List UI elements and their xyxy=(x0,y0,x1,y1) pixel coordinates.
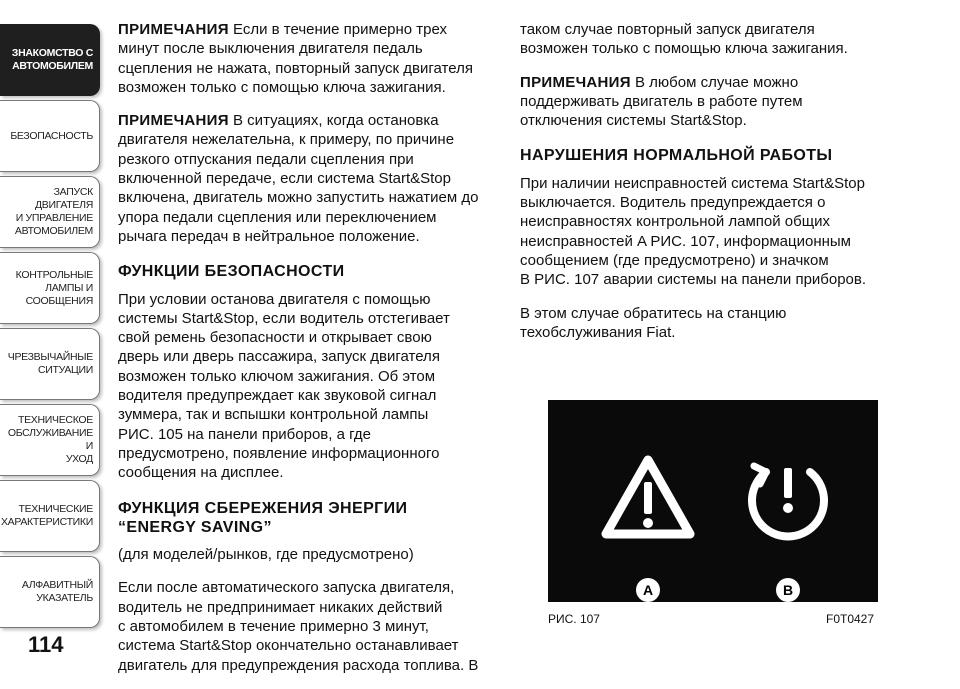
figure-107 xyxy=(548,400,878,602)
tab-label: АЛФАВИТНЫЙ УКАЗАТЕЛЬ xyxy=(21,579,93,604)
energy-paragraph: Если после автоматического запуска двигателя, водитель не предпринимает никаких действий с автомобилем в течение примерно 3 минут, система Start&Stop окончательно останавливает двигатель для предупреждения расхода топлива. В xyxy=(118,579,479,674)
note-text: В любом случае можно поддерживать двигатель в работе путем отключения системы Start&Stop. xyxy=(520,73,803,130)
warning-triangle-icon xyxy=(606,460,690,534)
start-stop-fault-icon xyxy=(752,466,824,536)
tab-label: КОНТРОЛЬНЫЕ ЛАМПЫ И СООБЩЕНИЯ xyxy=(15,268,93,307)
tab-specifications[interactable] xyxy=(0,480,100,552)
note-paragraph xyxy=(118,20,498,97)
section-heading-energy-saving: ФУНКЦИЯ СБЕРЕЖЕНИЯ ЭНЕРГИИ “ENERGY SAVING” xyxy=(118,499,408,536)
right-column xyxy=(520,20,900,356)
tab-introduction[interactable] xyxy=(0,24,100,96)
note-label: ПРИМЕЧАНИЯ xyxy=(118,112,229,130)
tab-label: ТЕХНИЧЕСКОЕ ОБСЛУЖИВАНИЕ И УХОД xyxy=(7,414,93,465)
service-paragraph: В этом случае обратитесь на станцию техобслуживания Fiat. xyxy=(520,304,787,341)
figure-code: F0T0427 xyxy=(826,612,875,626)
figure-icons xyxy=(548,400,878,602)
tab-label: ЗНАКОМСТВО С АВТОМОБИЛЕМ xyxy=(11,47,93,72)
energy-subtitle: (для моделей/рынков, где предусмотрено) xyxy=(118,546,414,564)
left-column xyxy=(118,20,498,689)
tab-warning-lights[interactable] xyxy=(0,252,100,324)
section-heading-faults: НАРУШЕНИЯ НОРМАЛЬНОЙ РАБОТЫ xyxy=(520,147,833,165)
tab-maintenance[interactable] xyxy=(0,404,100,476)
figure-label-a: A xyxy=(636,578,660,602)
tab-label: БЕЗОПАСНОСТЬ xyxy=(10,129,93,142)
figure-label-b: B xyxy=(776,578,800,602)
tab-label: ЗАПУСК ДВИГАТЕЛЯ И УПРАВЛЕНИЕ АВТОМОБИЛЕМ xyxy=(14,186,93,237)
note-label: ПРИМЕЧАНИЯ xyxy=(520,73,631,91)
tab-emergencies[interactable] xyxy=(0,328,100,400)
note-paragraph xyxy=(520,73,900,131)
note-text: Если в течение примерно трех минут после выключения двигателя педаль сцепления не нажата, повторный запуск двигателя возможен только с помощью ключа зажигания. xyxy=(118,21,473,96)
tab-index[interactable] xyxy=(0,556,100,628)
section-heading-safety: ФУНКЦИИ БЕЗОПАСНОСТИ xyxy=(118,263,345,281)
page-number: 114 xyxy=(28,632,64,657)
fault-paragraph: При наличии неисправностей система Start&Stop выключается. Водитель предупреждается о неисправностях контрольной лампой общих неисправностей A РИС. 107, информационным сообщением (где предусмотрено) и значком B РИС. 107 аварии системы на панели приборов. xyxy=(520,174,867,289)
note-paragraph xyxy=(118,111,498,246)
tab-safety[interactable] xyxy=(0,100,100,172)
safety-paragraph: При условии останова двигателя с помощью системы Start&Stop, если водитель отстегивает свой ремень безопасности и открывает свою дверь или дверь пассажира, запуск двигателя возможен только ключом зажигания. Об этом водителя предупреждает как звуковой сигнал зуммера, так и вспышки контрольной лампы РИС. 105 на панели приборов, а где предусмотрено, появление информационного сообщения на дисплее. xyxy=(118,290,450,482)
note-label: ПРИМЕЧАНИЯ xyxy=(118,21,229,38)
tab-starting-driving[interactable] xyxy=(0,176,100,248)
tab-label: ЧРЕЗВЫЧАЙНЫЕ СИТУАЦИИ xyxy=(7,351,93,376)
note-text: В ситуациях, когда остановка двигателя нежелательна, к примеру, по причине резкого отпускания педали сцепления при включенной передаче, если система Start&Stop включена, двигатель можно запустить нажатием до упора педали сцепления или переключением рычага передач в нейтральное положение. xyxy=(118,112,479,245)
continued-paragraph: таком случае повторный запуск двигателя возможен только с помощью ключа зажигания. xyxy=(520,21,848,58)
figure-caption: РИС. 107 xyxy=(548,612,600,626)
tab-label: ТЕХНИЧЕСКИЕ ХАРАКТЕРИСТИКИ xyxy=(0,503,93,528)
